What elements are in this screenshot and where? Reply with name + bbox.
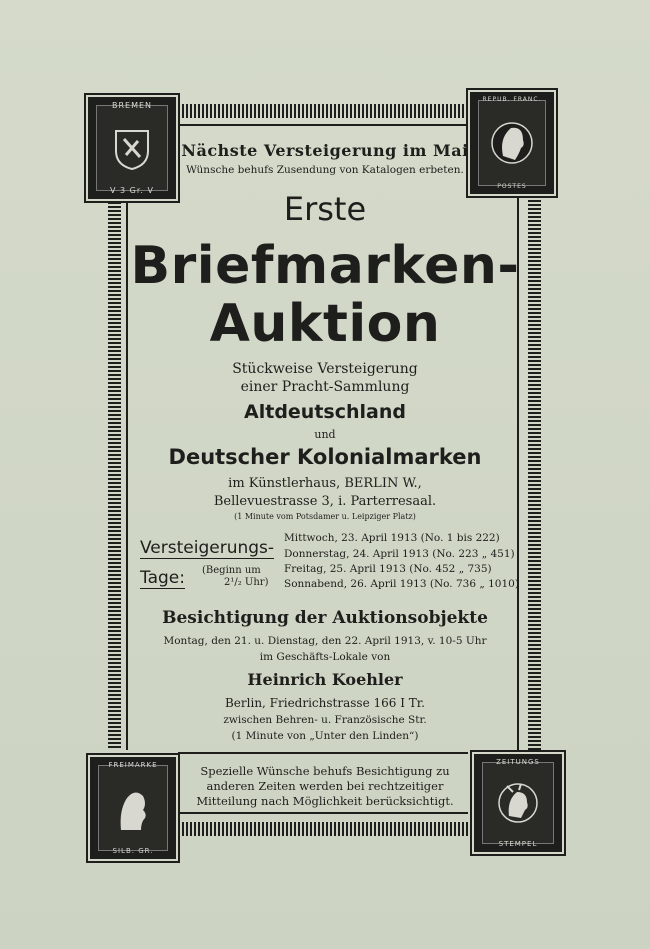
dealer-between: zwischen Behren- u. Französische Str.: [223, 714, 427, 726]
collection-altdeutschland: Altdeutschland: [244, 401, 406, 423]
footer-line1: Spezielle Wünsche behufs Besichtigung zu: [200, 764, 450, 778]
intro-and: und: [314, 428, 336, 441]
dealer-note: (1 Minute von „Unter den Linden“): [231, 730, 419, 742]
bottom-rule: [178, 812, 468, 814]
day-entry: Freitag, 25. April 1913 (No. 452 „ 735): [284, 563, 492, 575]
stamp-bottom-label: V 3 Gr. V: [110, 186, 154, 195]
next-auction-heading: Nächste Versteigerung im Mai: [181, 141, 469, 160]
days-label-2: Tage:: [140, 568, 185, 588]
stamp-bottom-label: POSTES: [497, 183, 527, 190]
stamp-top-label: ZEITUNGS: [496, 758, 540, 766]
footer-line3: Mitteilung nach Möglichkeit berücksichtigt.: [196, 794, 454, 808]
intro-line1: Stückweise Versteigerung: [232, 361, 418, 377]
top-ornament-band: [178, 104, 468, 118]
day-entry: Donnerstag, 24. April 1913 (No. 223 „ 451): [284, 548, 515, 560]
stamp-top-label: FREIMARKE: [108, 761, 158, 769]
catalog-note: Wünsche behufs Zusendung von Katalogen erbeten.: [186, 164, 464, 176]
day-entry: Mittwoch, 23. April 1913 (No. 1 bis 222): [284, 532, 500, 544]
day-entry: Sonnabend, 26. April 1913 (No. 736 „ 1010): [284, 578, 519, 590]
auction-days-block: [138, 532, 518, 592]
footer-top-rule: [178, 752, 468, 754]
begin-time-1: (Beginn um: [202, 565, 261, 576]
footer-line2: anderen Zeiten werden bei rechtzeitiger: [206, 779, 444, 793]
begin-time-2: 2¹/₂ Uhr): [224, 577, 269, 588]
stamp-top-label: REPUB. FRANC.: [482, 96, 542, 103]
venue-line1: im Künstlerhaus, BERLIN W.,: [228, 476, 422, 491]
stamp-bottom-label: SILB. GR.: [112, 847, 154, 855]
bottom-ornament-band: [178, 822, 468, 836]
days-label-1: Versteigerungs-: [140, 538, 275, 558]
stamp-bottom-label: STEMPEL: [498, 840, 538, 848]
viewing-title: Besichtigung der Auktionsobjekte: [162, 608, 488, 628]
title-erste: Erste: [283, 190, 367, 228]
title-auktion: Auktion: [209, 294, 441, 354]
title-briefmarken: Briefmarken-: [130, 236, 520, 296]
viewing-location: im Geschäfts-Lokale von: [259, 651, 391, 663]
intro-line2: einer Pracht-Sammlung: [240, 379, 410, 395]
stamp-top-label: BREMEN: [111, 101, 153, 110]
venue-line2: Bellevuestrasse 3, i. Parterresaal.: [213, 494, 437, 509]
venue-note: (1 Minute vom Potsdamer u. Leipziger Platz): [234, 512, 416, 521]
dealer-address: Berlin, Friedrichstrasse 166 I Tr.: [224, 696, 425, 710]
dealer-name: Heinrich Koehler: [247, 670, 403, 689]
viewing-dates: Montag, den 21. u. Dienstag, den 22. April 1913, v. 10-5 Uhr: [163, 635, 487, 647]
collection-kolonialmarken: Deutscher Kolonialmarken: [168, 445, 482, 469]
top-rule: [178, 124, 468, 126]
